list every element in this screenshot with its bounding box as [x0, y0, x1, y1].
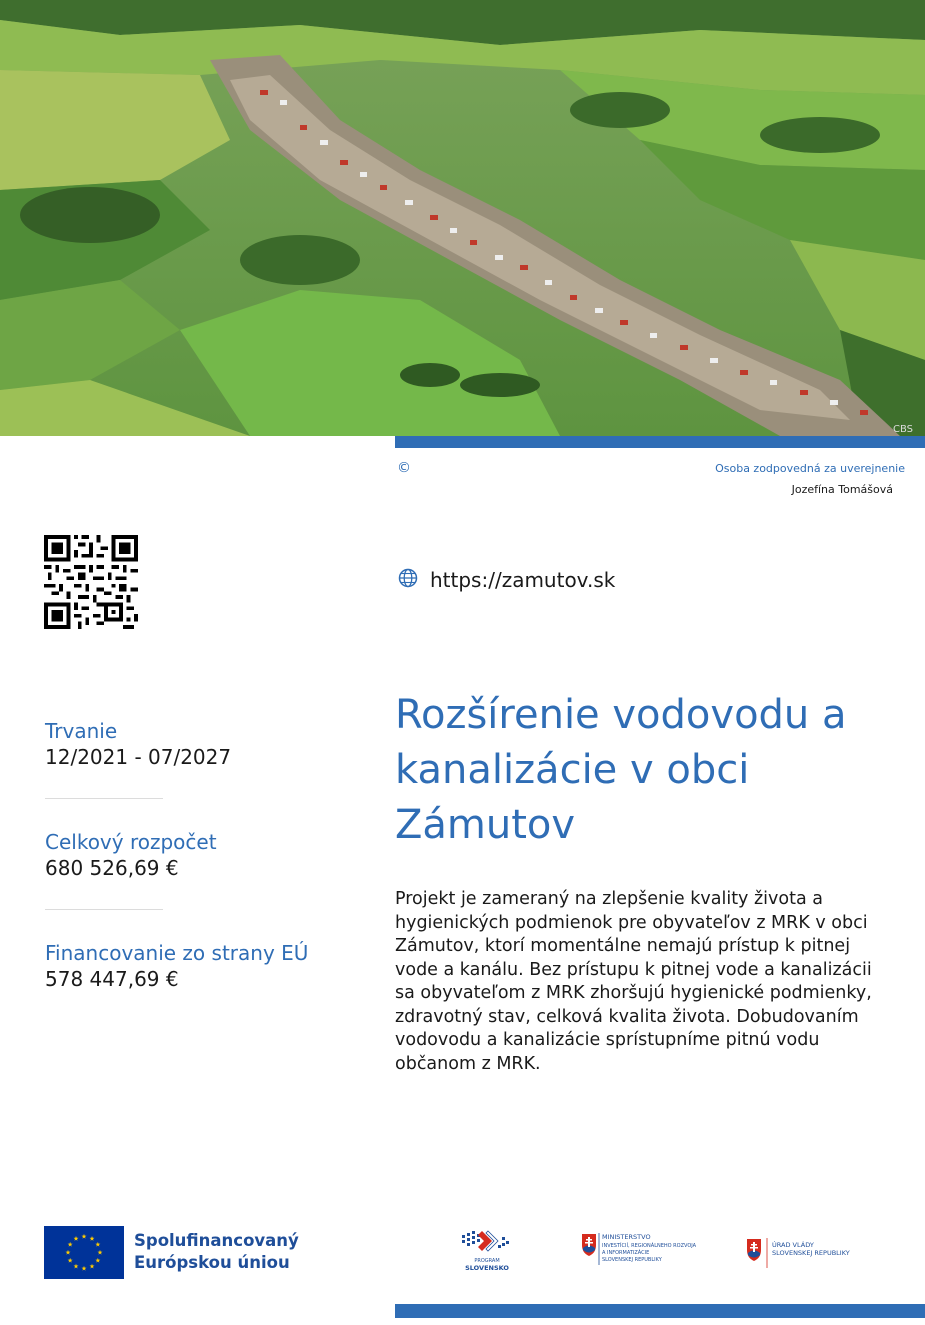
website-row[interactable] — [398, 568, 615, 592]
eu-star — [82, 1266, 87, 1271]
project-facts — [45, 718, 365, 992]
program-slovensko-logo — [458, 1227, 516, 1275]
globe-icon — [398, 568, 418, 592]
fact-value: 12/2021 - 07/2027 — [45, 745, 232, 769]
fact-label: Financovanie zo strany EÚ — [45, 941, 309, 965]
eu-star — [98, 1250, 103, 1255]
eu-star — [90, 1236, 95, 1241]
slovensko-label: SLOVENSKO — [465, 1264, 509, 1272]
accent-bar-top — [395, 436, 925, 448]
accent-bar-bottom — [395, 1304, 925, 1318]
eu-star — [95, 1242, 100, 1247]
copyright-symbol: © — [397, 460, 411, 476]
qr-code-image — [44, 535, 138, 629]
divider — [45, 909, 163, 910]
fact-eu-funding — [45, 940, 365, 992]
government-emblem-icon — [745, 1236, 865, 1270]
responsible-person-label: Osoba zodpovedná za uverejnenie — [715, 462, 905, 475]
eu-star — [68, 1258, 73, 1263]
eu-star — [82, 1234, 87, 1239]
eu-text-line1: Spolufinancovaný — [134, 1231, 299, 1250]
fact-total-budget — [45, 829, 365, 881]
eu-star — [68, 1242, 73, 1247]
aerial-landscape-image — [0, 0, 925, 436]
divider — [45, 798, 163, 799]
ministry-line3: A INFORMATIZÁCIE — [602, 1250, 650, 1256]
ministry-emblem-icon — [580, 1231, 720, 1269]
fact-value: 680 526,69 € — [45, 856, 179, 880]
ministry-line2: INVESTÍCIÍ, REGIONÁLNEHO ROZVOJA — [602, 1243, 697, 1249]
fact-label: Celkový rozpočet — [45, 830, 217, 854]
ministry-line1: MINISTERSTVO — [602, 1233, 651, 1241]
office-line1: ÚRAD VLÁDY — [772, 1241, 814, 1249]
eu-star — [74, 1236, 79, 1241]
eu-star — [66, 1250, 71, 1255]
eu-stars-icon — [44, 1226, 124, 1279]
hero-photo — [0, 0, 925, 436]
ministry-logo — [580, 1231, 720, 1269]
program-slovensko-icon — [458, 1227, 516, 1275]
office-line2: SLOVENSKEJ REPUBLIKY — [772, 1249, 850, 1257]
fact-duration — [45, 718, 365, 770]
fact-value: 578 447,69 € — [45, 967, 179, 991]
photo-credit: CBS — [893, 424, 914, 435]
eu-star — [95, 1258, 100, 1263]
project-title: Rozšírenie vodovodu a kanalizácie v obci Zámutov — [395, 692, 847, 848]
eu-star — [90, 1264, 95, 1269]
project-description: Projekt je zameraný na zlepšenie kvality života a hygienických podmienok pre obyvateľov z MRK v obci Zámutov, ktorí momentálne nemajú prístup k pitnej vode a kanálu. Bez prístupu k pitnej vode a kanalizácii sa obyvateľom z MRK zhoršujú hygienické podmienky, zdravotný stav, celková kvalita života. Dobudovaním vodovodu a kanalizácie sprístupníme pitnú vodu občanom z MRK. — [395, 889, 872, 1074]
government-office-logo — [745, 1236, 865, 1270]
eu-text-line2: Európskou úniou — [134, 1253, 290, 1272]
website-link[interactable]: https://zamutov.sk — [430, 568, 616, 592]
eu-cofunded-text — [134, 1230, 299, 1274]
ministry-line4: SLOVENSKEJ REPUBLIKY — [602, 1257, 662, 1263]
eu-star — [74, 1264, 79, 1269]
qr-code[interactable] — [44, 535, 138, 629]
eu-flag-logo — [44, 1226, 124, 1279]
responsible-person-name: Jozefína Tomášová — [791, 483, 893, 496]
program-label: PROGRAM — [474, 1258, 500, 1264]
fact-label: Trvanie — [45, 719, 118, 743]
